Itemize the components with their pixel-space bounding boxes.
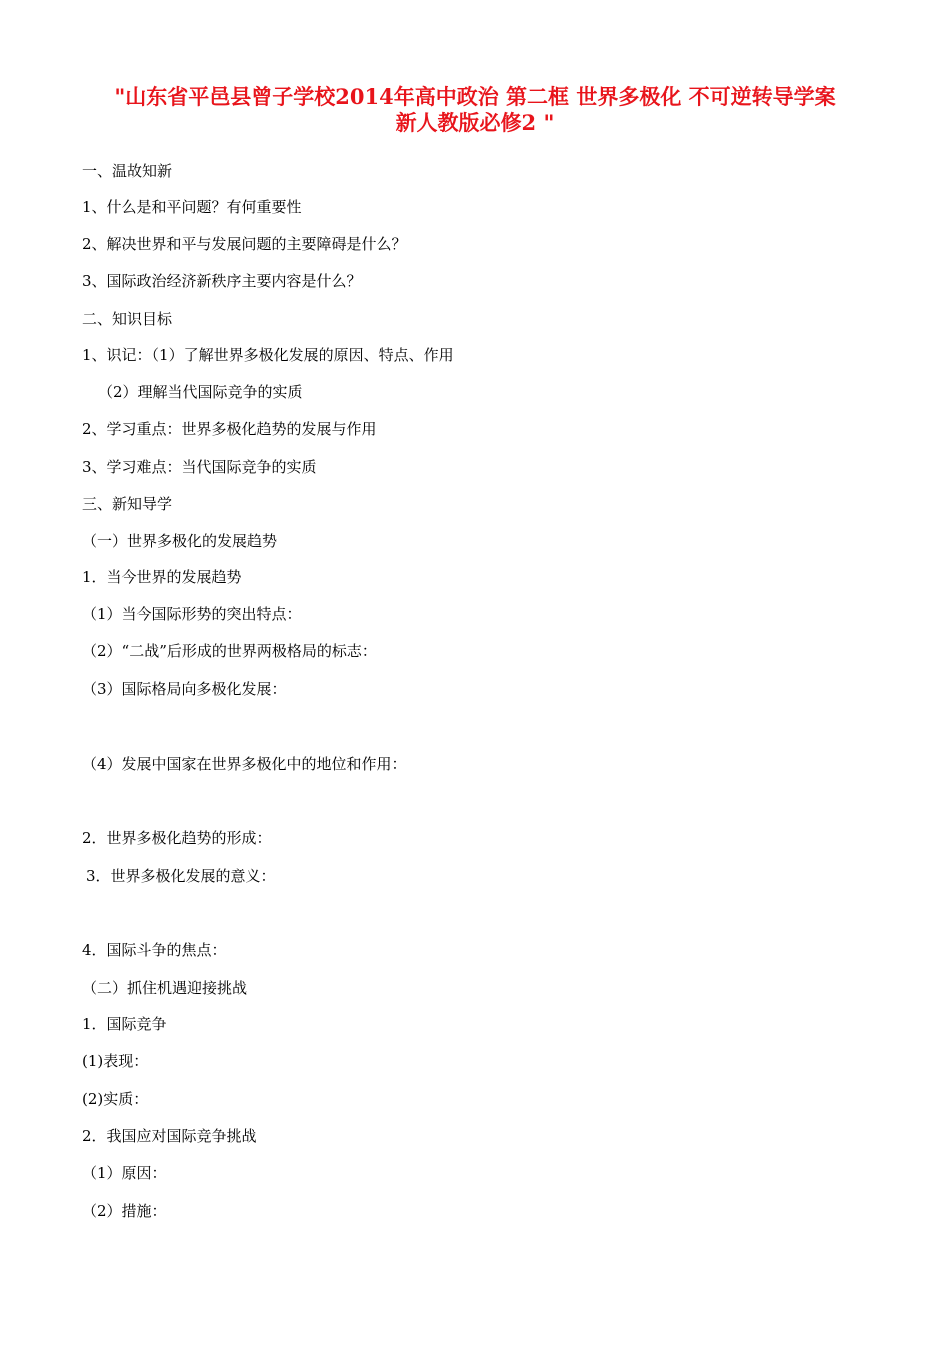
document-title-line-2: 新人教版必修2 " (395, 110, 555, 135)
question-item: 3、国际政治经济新秩序主要内容是什么？ (82, 272, 362, 290)
list-item: (1)表现： (82, 1052, 149, 1070)
question-item: 2、解决世界和平与发展问题的主要障碍是什么？ (82, 235, 407, 253)
list-item: （2）措施： (82, 1202, 167, 1220)
list-item: 2．我国应对国际竞争挑战 (82, 1127, 257, 1145)
objective-item: 2、学习重点：世界多极化趋势的发展与作用 (82, 420, 377, 438)
list-item: (2)实质： (82, 1090, 149, 1108)
objective-item: （2）理解当代国际竞争的实质 (98, 383, 303, 401)
section-heading-new-knowledge: 三、新知导学 (82, 495, 173, 513)
question-item: 1、什么是和平问题？有何重要性 (82, 198, 302, 216)
list-item: 1．当今世界的发展趋势 (82, 568, 242, 586)
subsection-heading: （一）世界多极化的发展趋势 (82, 532, 278, 550)
section-heading-objectives: 二、知识目标 (82, 310, 173, 328)
list-item: （3）国际格局向多极化发展： (82, 680, 287, 698)
list-item: （4）发展中国家在世界多极化中的地位和作用： (82, 755, 407, 773)
list-item: （1）当今国际形势的突出特点： (82, 605, 302, 623)
list-item: （2）“二战”后形成的世界两极格局的标志： (82, 642, 377, 660)
list-item: 2．世界多极化趋势的形成： (82, 829, 272, 847)
list-item: 3．世界多极化发展的意义： (86, 867, 276, 885)
subsection-heading: （二）抓住机遇迎接挑战 (82, 979, 248, 997)
document-title-line-1: "山东省平邑县曾子学校2014年高中政治 第二框 世界多极化 不可逆转导学案 (114, 84, 836, 109)
section-heading-review: 一、温故知新 (82, 162, 173, 180)
list-item: （1）原因： (82, 1164, 167, 1182)
list-item: 1．国际竞争 (82, 1015, 167, 1033)
list-item: 4．国际斗争的焦点： (82, 941, 227, 959)
objective-item: 1、识记：（1）了解世界多极化发展的原因、特点、作用 (82, 346, 454, 364)
objective-item: 3、学习难点：当代国际竞争的实质 (82, 458, 317, 476)
